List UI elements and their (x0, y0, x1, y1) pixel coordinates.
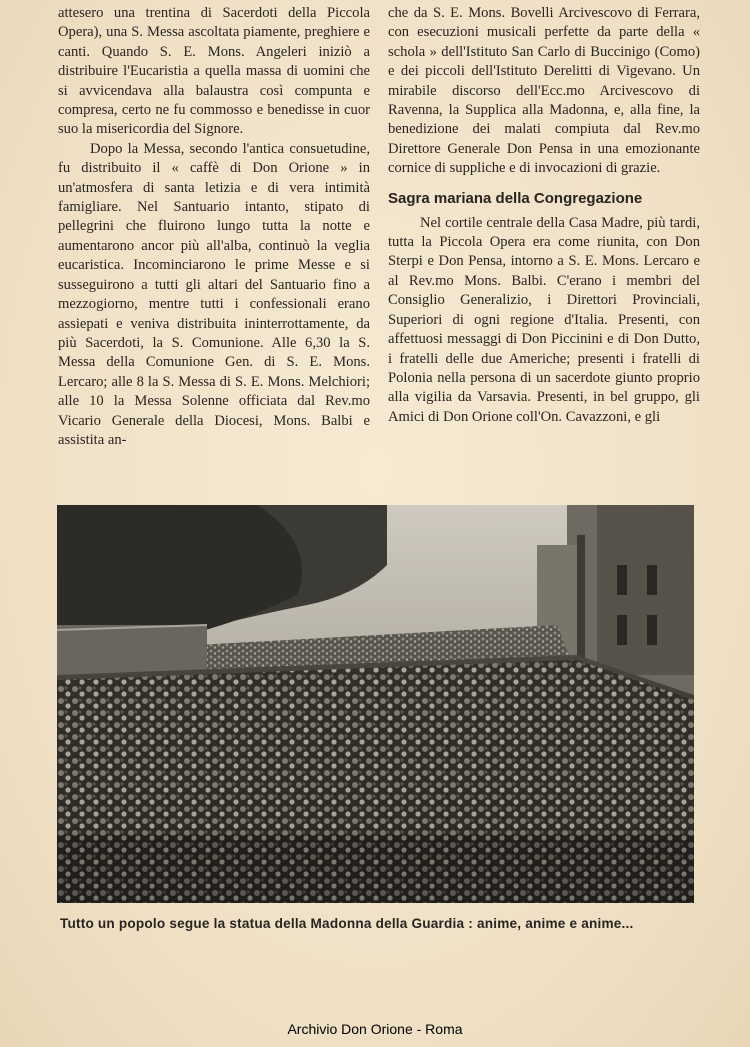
left-paragraph-2: Dopo la Messa, secondo l'antica consuetudine, fu distribuito il « caffè di Don Orione » in un'atmosfera di santa letizia e di vera intimità famigliare. Nel Santuario intanto, stipato di pellegrini che fluirono lungo tutta la notte e aumentarono ancor più all'alba, continuò la veglia eucaristica. Incominciarono le prime Messe e si susseguirono a tutti gli altari del Santuario fino a mezzogiorno, mentre tutti i confessionali erano assiepati e veniva distribuita ininterrottamente, da più Sacerdoti, la S. Comunione. Alle 6,30 la S. Messa della Comunione Gen. di S. E. Mons. Lercaro; alle 8 la S. Messa di S. E. Mons. Melchiori; alle 10 la Messa Solenne officiata dal Rev.mo Vicario Generale della Diocesi, Mons. Balbi e assistita an- (58, 140, 370, 448)
right-paragraph-2: Nel cortile centrale della Casa Madre, più tardi, tutta la Piccola Opera era come riunita, con Don Sterpi e Don Pensa, intorno a S. E. Mons. Lercaro e al Rev.mo Mons. Balbi. C'erano i membri del Consiglio Generalizio, i Direttori Provinciali, Superiori di ogni regione d'Italia. Presenti, con affettuosi messaggi di Don Piccinini e di Don Dutto, i fratelli delle due Americhe; presenti i fratelli di Polonia nella persona di un sacerdote giunto proprio alla vigilia da Varsavia. Presenti, in bel gruppo, gli Amici di Don Orione coll'On. Cavazzoni, e gli (388, 214, 700, 425)
crowd-photo (57, 505, 694, 903)
right-paragraph-1: che da S. E. Mons. Bovelli Arcivescovo di Ferrara, con esecuzioni musicali perfette da parte della « schola » dell'Istituto San Carlo di Buccinigo (Como) e dei piccoli dell'Istituto Derelitti di Vigevano. Un mirabile discorso dell'Ecc.mo Arcivescovo di Ravenna, la Supplica alla Madonna, e, alla fine, la benedizione dei malati compiuta dal Rev.mo Direttore Generale Don Pensa in una emozionante cornice di suppliche e di invocazioni di grazie. (388, 5, 700, 177)
crowd-photo-image (57, 505, 694, 903)
photo-caption: Tutto un popolo segue la statua della Madonna della Guardia : anime, anime e anime... (60, 916, 634, 931)
archive-footer: Archivio Don Orione - Roma (287, 1021, 463, 1037)
right-text-column (388, 4, 700, 427)
section-heading: Sagra mariana della Congregazione (388, 189, 643, 207)
left-text-column (58, 4, 370, 450)
left-paragraph-1: attesero una trentina di Sacerdoti della Piccola Opera), una S. Messa ascoltata piamente, preghiere e canti. Quando S. E. Mons. Angeleri iniziò a distribuire l'Eucaristia a quella massa di uomini che si avvicendava alla balaustra così compunta e compresa, certo ne fu commosso e benedisse in cuor suo la misericordia del Signore. (58, 5, 370, 138)
